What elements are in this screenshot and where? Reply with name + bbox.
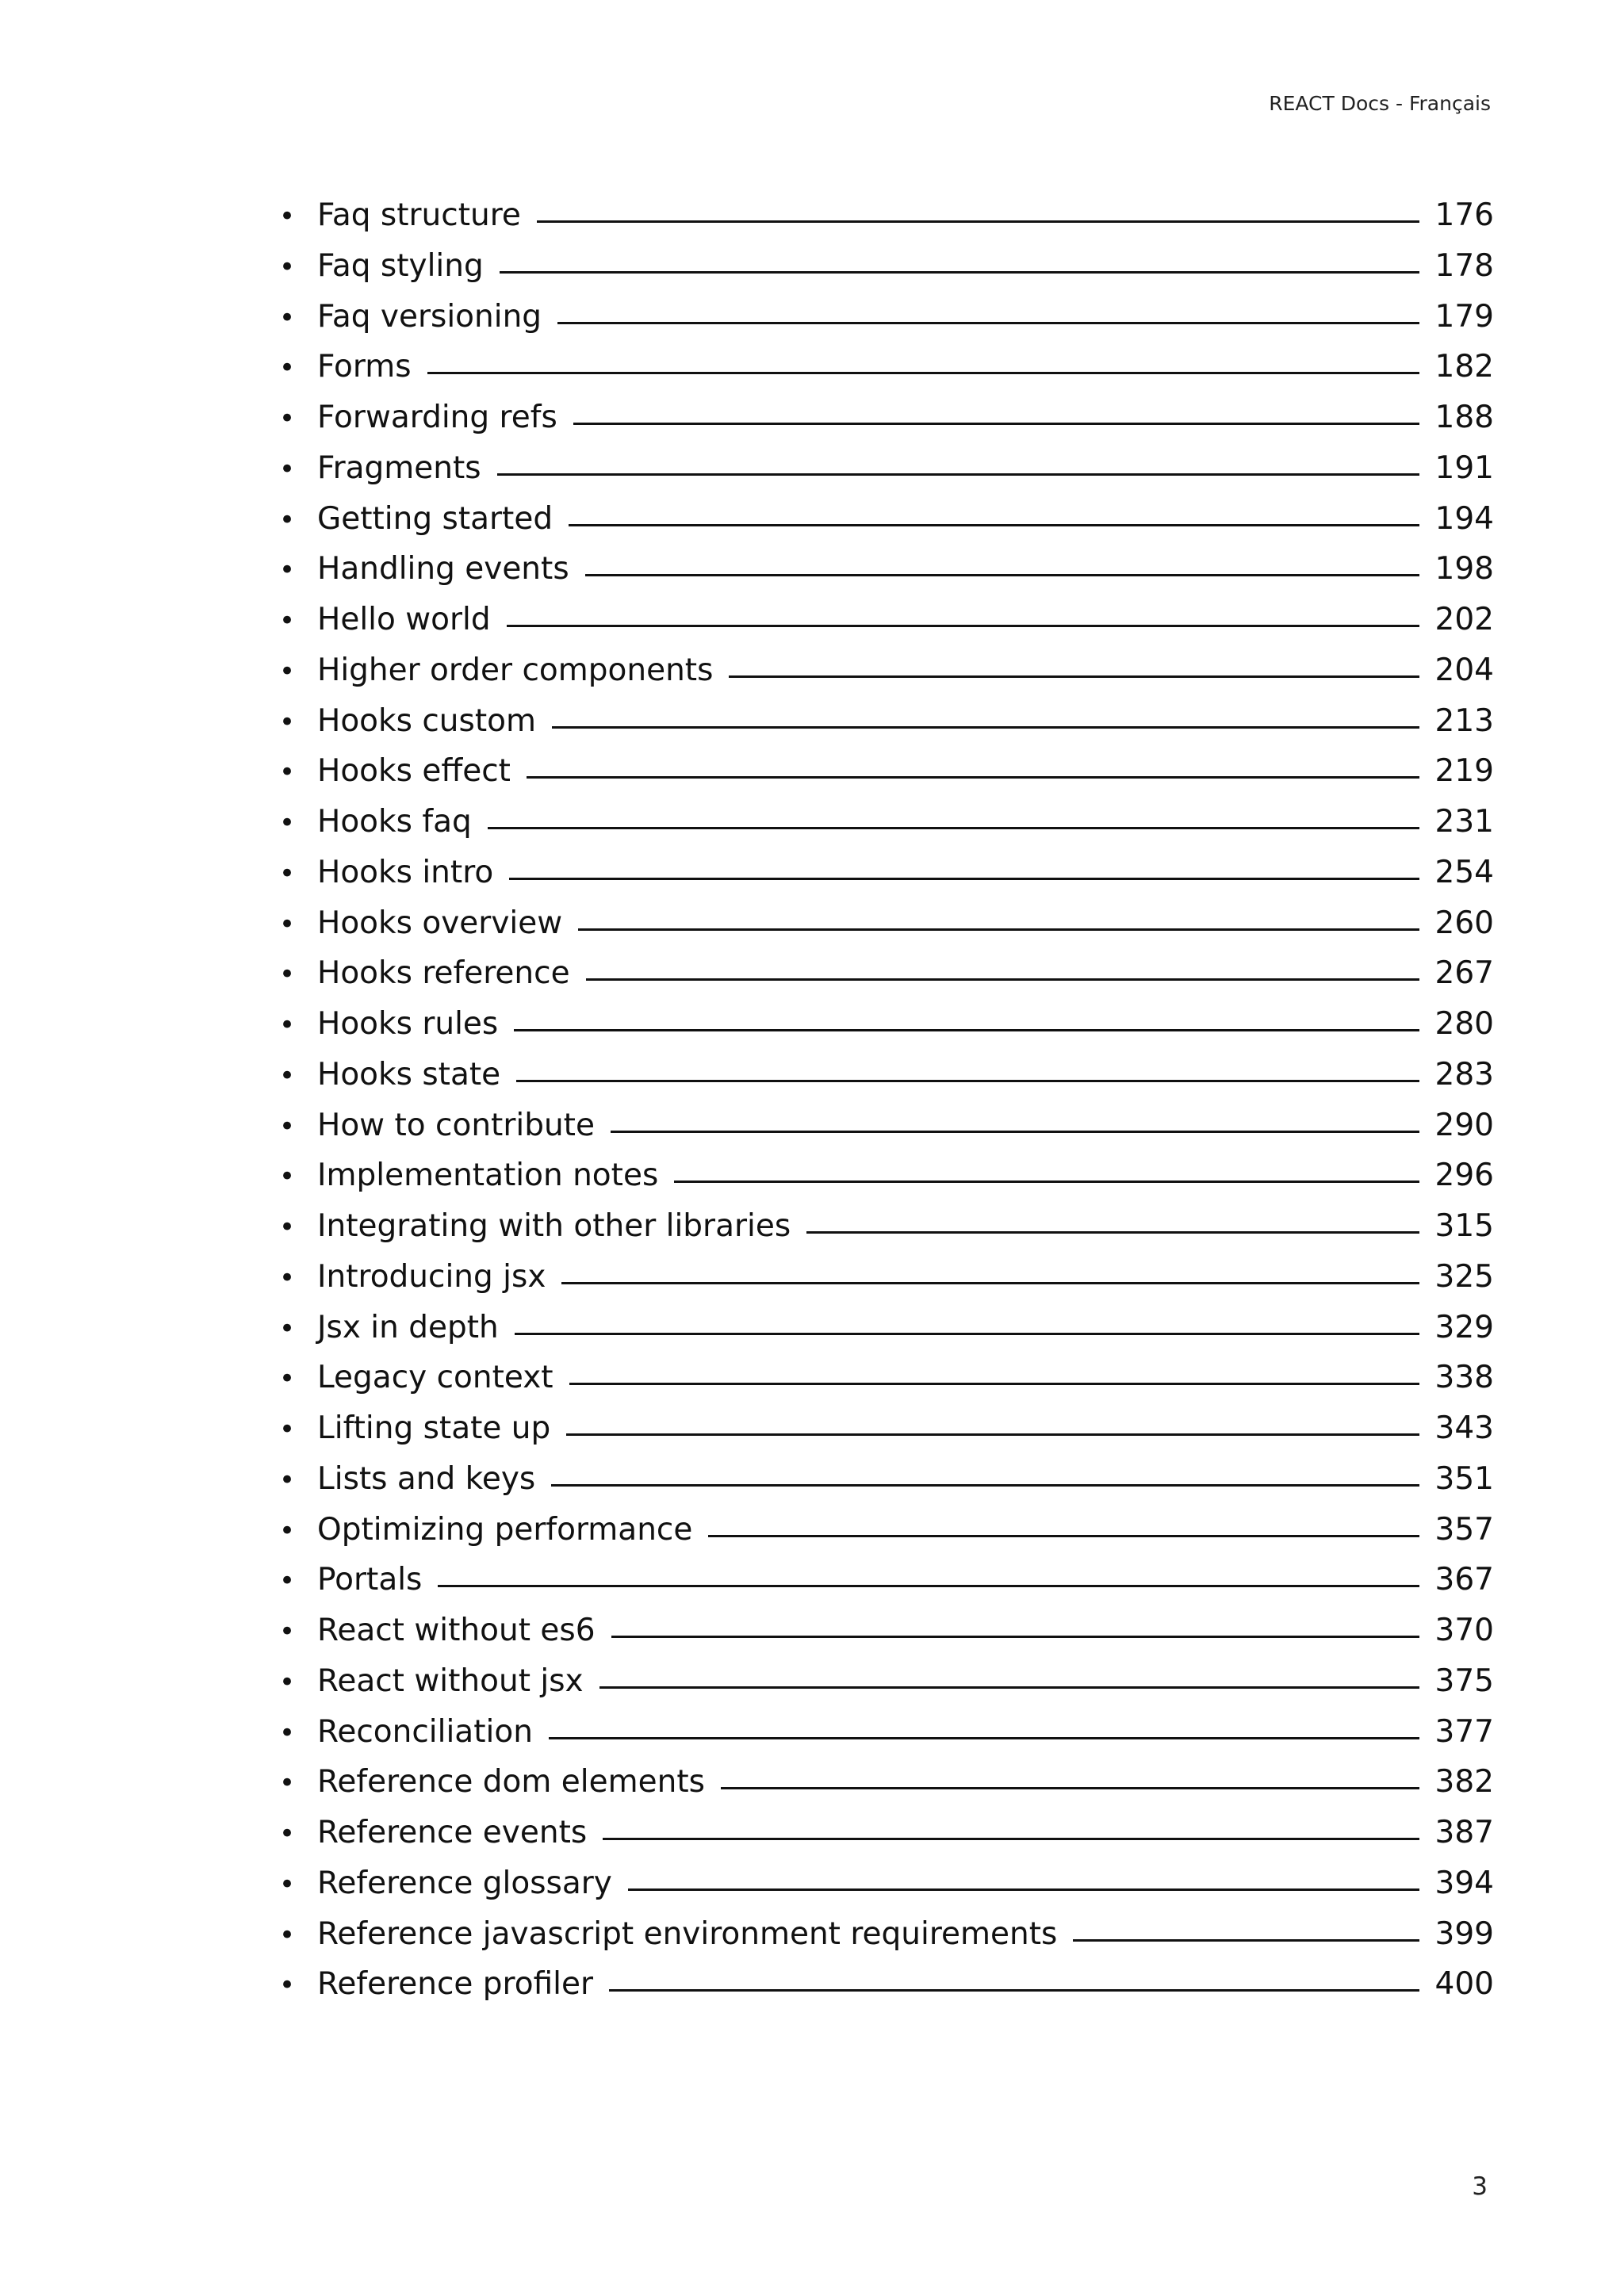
toc-leader-line xyxy=(729,675,1419,678)
toc-entry-page: 179 xyxy=(1434,298,1494,335)
toc-entry-page: 231 xyxy=(1434,804,1494,840)
toc-leader-line xyxy=(497,473,1419,476)
toc-entry-page: 188 xyxy=(1434,400,1494,435)
toc-entry[interactable] xyxy=(279,1150,1494,1201)
bullet-icon: • xyxy=(279,1716,296,1749)
toc-entry-page: 290 xyxy=(1434,1107,1494,1143)
toc-entry[interactable] xyxy=(279,1858,1494,1909)
toc-entry-title: Hooks reference xyxy=(317,955,570,992)
bullet-icon: • xyxy=(279,1969,296,2002)
toc-entry-title: Faq styling xyxy=(317,247,484,284)
toc-entry[interactable] xyxy=(279,1808,1494,1858)
toc-leader-line xyxy=(585,574,1419,576)
toc-entry[interactable] xyxy=(279,544,1494,595)
bullet-icon: • xyxy=(279,554,296,587)
toc-leader-line xyxy=(599,1686,1419,1689)
toc-entry-page: 400 xyxy=(1434,1966,1494,2003)
bullet-icon: • xyxy=(279,807,296,839)
toc-entry-page: 260 xyxy=(1434,905,1494,941)
toc-leader-line xyxy=(516,1080,1419,1082)
toc-entry-page: 377 xyxy=(1434,1713,1494,1750)
bullet-icon: • xyxy=(279,251,296,283)
toc-leader-line xyxy=(509,878,1419,880)
toc-leader-line xyxy=(488,827,1419,829)
toc-leader-line xyxy=(515,1333,1419,1335)
toc-entry-title: React without es6 xyxy=(317,1613,596,1648)
bullet-icon: • xyxy=(279,655,296,687)
toc-entry-title: Hooks overview xyxy=(317,905,563,941)
toc-entry-page: 399 xyxy=(1434,1915,1494,1952)
bullet-icon: • xyxy=(279,453,296,485)
toc-entry-page: 202 xyxy=(1434,602,1494,637)
toc-entry[interactable] xyxy=(279,1050,1494,1100)
toc-entry[interactable] xyxy=(279,1656,1494,1707)
toc-entry-title: Legacy context xyxy=(317,1360,553,1396)
toc-entry-title: Hello world xyxy=(317,602,491,637)
bullet-icon: • xyxy=(279,959,296,991)
toc-entry-page: 296 xyxy=(1434,1158,1494,1194)
bullet-icon: • xyxy=(279,1312,296,1345)
toc-entry[interactable] xyxy=(279,1909,1494,1960)
toc-entry[interactable] xyxy=(279,190,1494,241)
toc-entry-title: Hooks rules xyxy=(317,1006,499,1042)
bullet-icon: • xyxy=(279,503,296,536)
toc-entry[interactable] xyxy=(279,848,1494,898)
bullet-icon: • xyxy=(279,403,296,434)
bullet-icon: • xyxy=(279,857,296,890)
toc-entry-title: React without jsx xyxy=(317,1663,584,1699)
toc-entry-title: Faq structure xyxy=(317,197,521,233)
toc-entry-page: 367 xyxy=(1434,1562,1494,1598)
toc-entry-page: 254 xyxy=(1434,854,1494,890)
bullet-icon: • xyxy=(279,1363,296,1395)
toc-leader-line xyxy=(806,1231,1419,1234)
toc-entry-page: 370 xyxy=(1434,1613,1494,1648)
toc-entry[interactable] xyxy=(279,1505,1494,1556)
toc-entry-title: Hooks effect xyxy=(317,753,511,790)
bullet-icon: • xyxy=(279,1059,296,1092)
toc-leader-line xyxy=(537,220,1419,223)
toc-entry[interactable] xyxy=(279,1201,1494,1252)
toc-leader-line xyxy=(586,978,1419,981)
bullet-icon: • xyxy=(279,605,296,637)
toc-leader-line xyxy=(721,1787,1419,1789)
bullet-icon: • xyxy=(279,1414,296,1445)
toc-entry-title: Reference profiler xyxy=(317,1966,594,2003)
toc-leader-line xyxy=(514,1029,1419,1031)
toc-entry[interactable] xyxy=(279,1252,1494,1303)
toc-entry[interactable] xyxy=(279,494,1494,545)
toc-entry-page: 280 xyxy=(1434,1006,1494,1042)
toc-entry[interactable] xyxy=(279,898,1494,949)
toc-entry-page: 182 xyxy=(1434,349,1494,385)
bullet-icon: • xyxy=(279,1565,296,1598)
toc-leader-line xyxy=(551,1484,1419,1487)
toc-entry-title: Reference events xyxy=(317,1815,588,1850)
toc-entry[interactable] xyxy=(279,999,1494,1050)
toc-entry[interactable] xyxy=(279,1757,1494,1808)
toc-entry[interactable] xyxy=(279,1403,1494,1454)
toc-entry-page: 194 xyxy=(1434,500,1494,537)
toc-entry[interactable] xyxy=(279,342,1494,392)
bullet-icon: • xyxy=(279,1514,296,1547)
toc-entry-page: 375 xyxy=(1434,1663,1494,1699)
toc-entry[interactable] xyxy=(279,797,1494,848)
toc-entry-title: Hooks intro xyxy=(317,854,494,890)
toc-entry-title: Getting started xyxy=(317,500,553,537)
toc-leader-line xyxy=(611,1131,1419,1133)
table-of-contents xyxy=(279,190,1494,2010)
toc-leader-line xyxy=(1073,1939,1419,1942)
toc-entry-page: 204 xyxy=(1434,652,1494,688)
toc-entry-page: 198 xyxy=(1434,551,1494,587)
bullet-icon: • xyxy=(279,1767,296,1800)
toc-entry-page: 357 xyxy=(1434,1511,1494,1548)
running-header: REACT Docs - Français xyxy=(1269,92,1491,115)
bullet-icon: • xyxy=(279,1261,296,1294)
page-number: 3 xyxy=(1472,2172,1488,2201)
bullet-icon: • xyxy=(279,1009,296,1041)
toc-entry[interactable] xyxy=(279,1454,1494,1505)
toc-leader-line xyxy=(674,1181,1419,1183)
toc-entry-title: Forms xyxy=(317,349,412,385)
toc-entry-page: 387 xyxy=(1434,1815,1494,1850)
toc-entry-title: Reference dom elements xyxy=(317,1764,705,1800)
toc-entry-page: 267 xyxy=(1434,955,1494,992)
bullet-icon: • xyxy=(279,1211,296,1243)
toc-leader-line xyxy=(552,726,1419,729)
bullet-icon: • xyxy=(279,756,296,789)
bullet-icon: • xyxy=(279,1666,296,1698)
toc-entry[interactable] xyxy=(279,1707,1494,1758)
toc-entry-title: Hooks faq xyxy=(317,804,472,840)
toc-entry-title: Higher order components xyxy=(317,652,714,688)
toc-entry-page: 178 xyxy=(1434,247,1494,284)
bullet-icon: • xyxy=(279,1110,296,1142)
toc-entry-title: Jsx in depth xyxy=(317,1309,499,1345)
toc-entry-title: Lifting state up xyxy=(317,1410,551,1446)
toc-entry[interactable] xyxy=(279,595,1494,645)
toc-entry[interactable] xyxy=(279,948,1494,999)
toc-entry-title: Reference glossary xyxy=(317,1865,612,1901)
toc-entry[interactable] xyxy=(279,241,1494,292)
toc-entry[interactable] xyxy=(279,1353,1494,1403)
toc-entry[interactable] xyxy=(279,696,1494,747)
bullet-icon: • xyxy=(279,1868,296,1900)
toc-entry[interactable] xyxy=(279,645,1494,696)
toc-entry[interactable] xyxy=(279,1959,1494,2010)
bullet-icon: • xyxy=(279,908,296,940)
toc-entry-page: 191 xyxy=(1434,450,1494,486)
toc-leader-line xyxy=(557,322,1419,324)
toc-entry-page: 219 xyxy=(1434,753,1494,790)
toc-entry-title: Lists and keys xyxy=(317,1460,536,1497)
toc-leader-line xyxy=(628,1888,1419,1891)
toc-entry-page: 213 xyxy=(1434,702,1494,739)
toc-leader-line xyxy=(569,524,1419,526)
toc-entry-page: 351 xyxy=(1434,1460,1494,1497)
toc-entry-title: Reference javascript environment requirements xyxy=(317,1915,1058,1952)
toc-entry-title: Handling events xyxy=(317,551,569,587)
bullet-icon: • xyxy=(279,352,296,385)
toc-entry[interactable] xyxy=(279,1100,1494,1151)
toc-entry-title: Introducing jsx xyxy=(317,1258,546,1295)
bullet-icon: • xyxy=(279,706,296,738)
toc-leader-line xyxy=(609,1989,1419,1992)
toc-entry[interactable] xyxy=(279,746,1494,797)
bullet-icon: • xyxy=(279,301,296,334)
toc-entry-title: Optimizing performance xyxy=(317,1511,693,1548)
toc-entry-page: 176 xyxy=(1434,197,1494,233)
toc-entry-title: Fragments xyxy=(317,450,481,486)
bullet-icon: • xyxy=(279,1616,296,1647)
toc-leader-line xyxy=(507,625,1419,627)
toc-leader-line xyxy=(438,1585,1419,1587)
toc-entry-page: 315 xyxy=(1434,1208,1494,1244)
toc-leader-line xyxy=(578,928,1419,931)
toc-entry-title: Portals xyxy=(317,1562,423,1598)
toc-entry[interactable] xyxy=(279,292,1494,342)
toc-entry[interactable] xyxy=(279,1555,1494,1605)
toc-leader-line xyxy=(573,423,1419,425)
bullet-icon: • xyxy=(279,1464,296,1496)
toc-leader-line xyxy=(561,1282,1419,1284)
toc-entry-title: How to contribute xyxy=(317,1107,595,1143)
toc-leader-line xyxy=(500,271,1419,274)
toc-entry-title: Faq versioning xyxy=(317,298,542,335)
toc-entry[interactable] xyxy=(279,1303,1494,1353)
toc-entry-page: 382 xyxy=(1434,1764,1494,1800)
toc-entry-page: 338 xyxy=(1434,1360,1494,1396)
toc-entry-title: Hooks state xyxy=(317,1056,501,1093)
bullet-icon: • xyxy=(279,1919,296,1951)
toc-leader-line xyxy=(549,1737,1419,1739)
toc-entry-page: 329 xyxy=(1434,1309,1494,1345)
toc-entry-title: Forwarding refs xyxy=(317,400,557,435)
toc-entry-title: Reconciliation xyxy=(317,1713,533,1750)
toc-leader-line xyxy=(603,1838,1419,1840)
toc-entry[interactable] xyxy=(279,1605,1494,1656)
toc-leader-line xyxy=(527,776,1419,779)
toc-entry-title: Integrating with other libraries xyxy=(317,1208,791,1244)
toc-leader-line xyxy=(427,372,1419,374)
toc-entry[interactable] xyxy=(279,392,1494,443)
toc-entry-title: Hooks custom xyxy=(317,702,536,739)
toc-leader-line xyxy=(611,1636,1419,1638)
toc-entry-page: 325 xyxy=(1434,1258,1494,1295)
bullet-icon: • xyxy=(279,1818,296,1850)
toc-entry-page: 343 xyxy=(1434,1410,1494,1446)
bullet-icon: • xyxy=(279,1161,296,1193)
toc-entry-page: 283 xyxy=(1434,1056,1494,1093)
bullet-icon: • xyxy=(279,201,296,232)
toc-entry[interactable] xyxy=(279,443,1494,494)
toc-leader-line xyxy=(708,1535,1419,1537)
toc-leader-line xyxy=(569,1383,1419,1385)
toc-entry-title: Implementation notes xyxy=(317,1158,659,1194)
toc-leader-line xyxy=(566,1433,1419,1436)
toc-entry-page: 394 xyxy=(1434,1865,1494,1901)
